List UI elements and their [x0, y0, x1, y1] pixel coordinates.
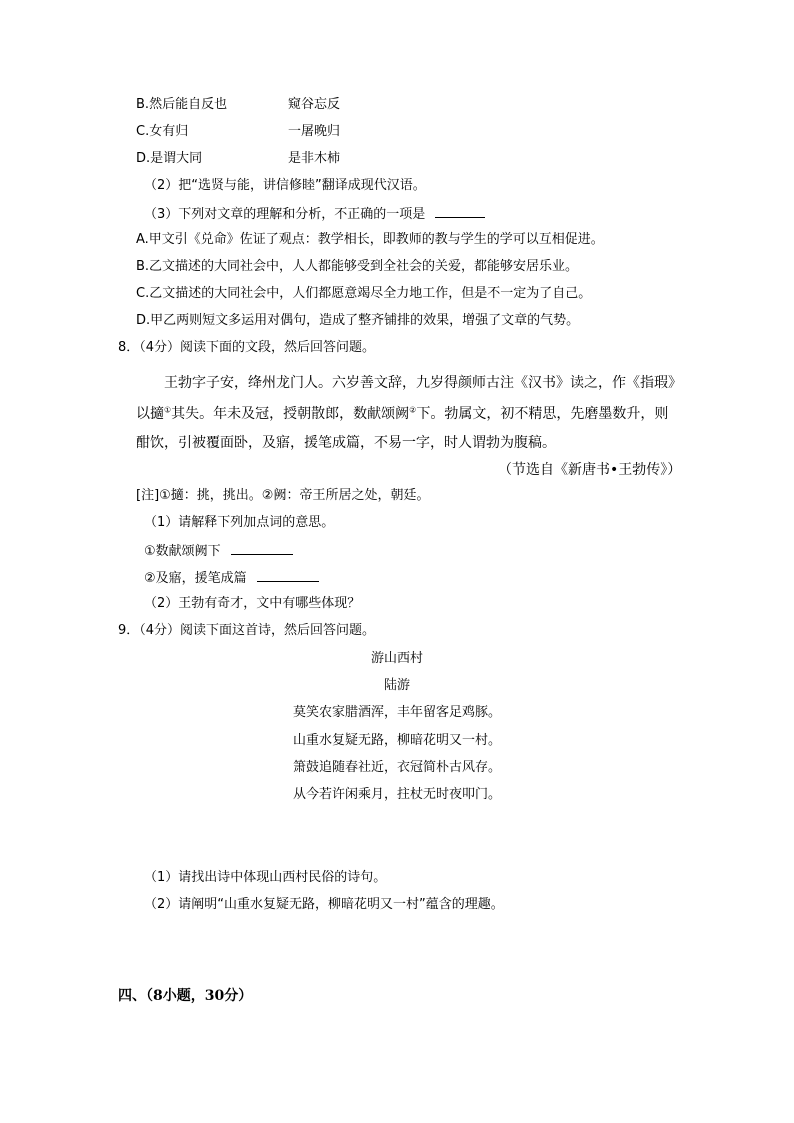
q8-sub1: （1）请解释下列加点词的意思。	[144, 515, 335, 530]
q7-option-b	[136, 97, 227, 113]
q7-option-d	[136, 151, 202, 167]
poem-author: 陆游	[383, 678, 410, 693]
poem-line-1: 莫笑农家腊酒浑，丰年留客足鸡豚。	[292, 705, 501, 720]
q8-item1	[144, 542, 293, 560]
q7-choice-d: D.甲乙两则短文多运用对偶句，造成了整齐铺排的效果，增强了文章的气势。	[136, 313, 580, 328]
q8-item1-text: ①数献颂阙下	[144, 544, 221, 559]
q7-sub3-text: （3）下列对文章的理解和分析，不正确的一项是	[144, 207, 426, 222]
q7-sub3	[144, 205, 485, 223]
q7-option-d-letter: D.	[136, 151, 151, 166]
q8-item2	[144, 569, 319, 587]
q8-source: （节选自《新唐书•王勃传》）	[498, 462, 682, 478]
poem-title: 游山西村	[370, 651, 423, 666]
q7-choice-b: B.乙文描述的大同社会中，人人都能够受到全社会的关爱，都能够安居乐业。	[136, 259, 579, 274]
q7-option-c-right: 一屠晚归	[288, 124, 341, 139]
q9-sub1: （1）请找出诗中体现山西村民俗的诗句。	[144, 870, 387, 885]
q8-passage-line-3: 酣饮，引被覆面卧，及寤，援笔成篇，不易一字，时人谓勃为腹稿。	[136, 435, 556, 451]
q7-option-b-left: 然后能自反也	[149, 97, 228, 112]
q7-sub3-answer-blank[interactable]	[435, 205, 485, 218]
q8-item2-answer-blank[interactable]	[257, 569, 319, 582]
poem-line-4: 从今若许闲乘月，拄杖无时夜叩门。	[292, 787, 501, 802]
poem-line-2: 山重水复疑无路，柳暗花明又一村。	[292, 733, 501, 748]
q8-sub2: （2）王勃有奇才，文中有哪些体现？	[144, 596, 361, 611]
q7-sub2: （2）把“选贤与能，讲信修睦”翻译成现代汉语。	[144, 178, 426, 193]
section-heading: 四、（8小题，30分）	[118, 988, 253, 1004]
q8-passage-seg-a: 以擿	[136, 406, 164, 422]
q9-sub2: （2）请阐明“山重水复疑无路，柳暗花明又一村”蕴含的理趣。	[144, 897, 504, 912]
q7-option-c-letter: C.	[136, 124, 150, 139]
q7-choice-a: A.甲文引《兑命》佐证了观点：教学相长，即教师的教与学生的学可以互相促进。	[136, 232, 604, 247]
q8-stem: 8．（4分）阅读下面的文段，然后回答问题。	[118, 340, 376, 355]
q8-passage-seg-c: 下。勃属文，初不精思，先磨墨数升，则	[416, 406, 669, 422]
q7-option-d-left: 是谓大同	[150, 151, 203, 166]
q8-note-marker-2: ②	[409, 405, 417, 415]
q7-option-d-right: 是非木柿	[288, 151, 341, 166]
q8-note-marker-1: ①	[164, 405, 172, 415]
q8-passage-seg-b: 其失。年未及冠，授朝散郎，数献颂阙	[171, 406, 410, 422]
poem-line-3: 箫鼓追随春社近，衣冠简朴古风存。	[292, 760, 501, 775]
q7-option-c	[136, 124, 188, 140]
q7-choice-c: C.乙文描述的大同社会中，人们都愿意竭尽全力地工作，但是不一定为了自己。	[136, 286, 592, 301]
q8-item1-answer-blank[interactable]	[231, 542, 293, 555]
q9-stem: 9．（4分）阅读下面这首诗，然后回答问题。	[118, 623, 376, 638]
q7-option-b-right: 窥谷忘反	[288, 97, 341, 112]
q8-note: [注]①擿：挑，挑出。②阙：帝王所居之处，朝廷。	[136, 488, 430, 503]
q8-item2-text: ②及寤，援笔成篇	[144, 571, 247, 586]
q7-option-b-letter: B.	[136, 97, 150, 112]
q8-passage-line-1: 王勃字子安，绛州龙门人。六岁善文辞，九岁得颜师古注《汉书》读之，作《指瑕》	[164, 375, 682, 391]
q8-passage-line-2	[136, 405, 668, 423]
q7-option-c-left: 女有归	[149, 124, 189, 139]
